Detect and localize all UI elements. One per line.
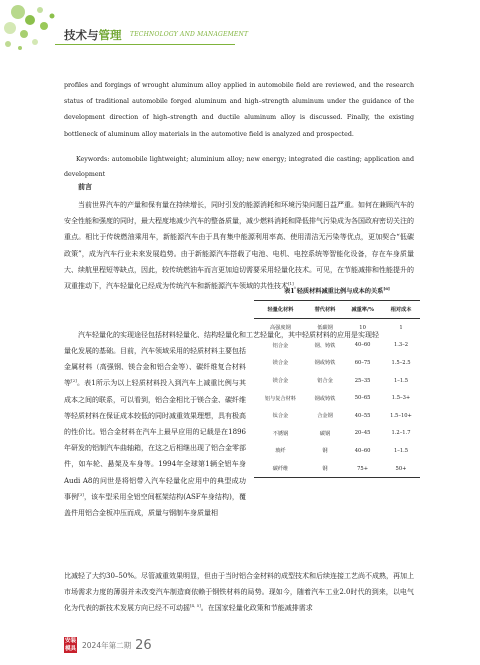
table-caption: 表1 轻质材料减重比例与成本的关系[6]	[284, 286, 390, 295]
col-header: 相对成本	[382, 301, 420, 319]
section-heading: 前言	[78, 182, 92, 191]
cell: 钢、铸铁	[314, 342, 336, 349]
paragraph-2-column: 量化发展的基础。目前，汽车领域采用的轻质材料主要包括金属材料（高强钢、镁合金和铝合金等）、碳纤维复合材料等[2]。表1所示为以上轻质材料投入到汽车上减重比例与其成本之间的联系，可以看到，铝合金相比于镁合金、碳纤维等轻质材料在保证成本较低的同时减重效果理想，具有极高的性价比。铝合金材料在汽车上最早应用的记载是在1896年研发的铝制汽车曲轴箱，在这之后相继出现了铝合金零部件，如车轮、悬架及车身等。1994年全球第1辆全铝车身Audi A8的问世是将铝带入汽车轻量化应用中的典型成功事例[3]，该车型采用全铝空间框架结构(ASF车身结构)，覆盖件用铝合金板冲压而成，质量与钢制车身质量相	[64, 347, 247, 518]
cell: 1.5–10+	[390, 412, 412, 419]
cell: 40–60	[354, 342, 371, 349]
cell: 1–1.5	[393, 447, 409, 454]
col-header: 替代材料	[307, 301, 343, 319]
cell: 钢	[307, 460, 343, 478]
table-1	[254, 286, 420, 478]
header-divider	[55, 44, 235, 45]
leaf-decoration-icon	[0, 0, 70, 58]
page-footer	[64, 636, 152, 654]
cell: 玻纤	[275, 448, 286, 455]
cell: 钛合金	[272, 413, 289, 420]
cell: 1.5–2.5	[391, 359, 411, 366]
page-header	[0, 0, 480, 58]
cell: 铝合金	[317, 378, 333, 385]
col-header: 轻量化材料	[254, 301, 307, 319]
table-row	[254, 407, 420, 425]
abstract-en: profiles and forgings of wrought aluminum alloy applied in automobile field are reviewed, and the research status of traditional automobile forged aluminum and high–strength aluminum under the guidance of the development direction of high–strength and ductile aluminum alloy is discussed. Finally, the existing bottleneck of aluminum alloy materials in the automotive field is analyzed and prospected.	[64, 82, 414, 138]
table-row	[254, 442, 420, 460]
keywords: Keywords: automobile lightweight; aluminium alloy; new energy; integrated die casting; application and development	[64, 156, 414, 178]
cell: 铝与复合材料	[264, 395, 296, 402]
cell: 不锈钢	[272, 430, 289, 437]
table-row	[254, 425, 420, 443]
cell: 1–1.5	[393, 377, 409, 384]
table-header-row	[254, 301, 420, 319]
cell: 高强度钢	[270, 325, 291, 332]
cell: 钢或铸铁	[314, 395, 336, 402]
cell: 碳钢	[319, 430, 331, 437]
table-row	[254, 460, 420, 478]
cell: 铝合金	[272, 342, 289, 349]
cell: 1.2–1.7	[391, 430, 411, 437]
issue-label: 2024年第二期	[82, 640, 132, 650]
cell: 低碳钢	[317, 325, 333, 332]
cell: 10	[359, 324, 366, 331]
table-row	[254, 389, 420, 407]
cell: 40–55	[354, 412, 371, 419]
page-number: 26	[135, 637, 152, 653]
cell: 50–65	[354, 395, 371, 402]
cell: 合金钢	[317, 413, 333, 420]
journal-tag: 安装 模具	[64, 638, 76, 652]
table-row	[254, 354, 420, 372]
cell: 1.3–2	[393, 342, 409, 349]
cell: 镁合金	[272, 360, 289, 367]
paragraph-intro: 当前世界汽车的产量和保有量在持续增长，同时引发的能源消耗和环境污染问题日益严重。如何在兼顾汽车的安全性能和强度的同时，最大程度地减少汽车的整备质量，减少燃料消耗和降低排气污染成为各国政府密切关注的重点。相比于传统燃油乘用车，新能源汽车由于具有集中能源利用率高、使用清洁无污染等优点，更加契合“低碳政策”，成为汽车行业未来发展趋势。由于新能源汽车搭载了电池、电机、电控系统等智能化设备，存在车身质量大、续航里程短等缺点，因此，较传统燃油车而言更加迫切需要采用轻量化技术。可见，在节能减排和性能提升的双重推动下，汽车轻量化已经成为传统汽车和新能源汽车领域的共性技术[1]。	[64, 201, 414, 291]
paragraph-2-first-line: 汽车轻量化的实现途径包括材料轻量化、结构轻量化和工艺轻量化，其中轻质材料的应用是实现轻	[78, 331, 379, 339]
cell: 60–75	[354, 359, 371, 366]
cell: 钢	[322, 448, 328, 455]
section-subtitle: TECHNOLOGY AND MANAGEMENT	[130, 31, 249, 38]
cell: 40–60	[354, 447, 371, 454]
table-row	[254, 372, 420, 390]
cell: 钢或铸铁	[314, 360, 336, 367]
table-row	[254, 319, 420, 337]
cell: 1.5–3+	[391, 395, 411, 402]
table-row	[254, 337, 420, 355]
paragraph-2-tail: 比减轻了大约30–50%。尽管减重效果明显，但由于当时铝合金材料的成型技术和后续连接工艺尚不成熟，再加上市场需求力度的薄弱并未改变汽车制造商依赖于钢铁材料的局势。现如今，随着汽车工业2.0时代的到来，以电气化为代表的新技术发展方向已经不可动摇[4, 5]。在国家轻量化政策和节能减排需求	[64, 572, 414, 613]
section-title: 技术与管理	[64, 28, 122, 42]
cell: 镁合金	[272, 378, 289, 385]
cell: 碳纤维	[254, 460, 307, 478]
cell: 1	[399, 324, 403, 331]
material-table	[254, 300, 420, 478]
cell: 50+	[382, 460, 420, 478]
cell: 20–45	[354, 430, 371, 437]
cell: 25–35	[354, 377, 371, 384]
cell: 75+	[343, 460, 382, 478]
col-header: 减重率/%	[343, 301, 382, 319]
